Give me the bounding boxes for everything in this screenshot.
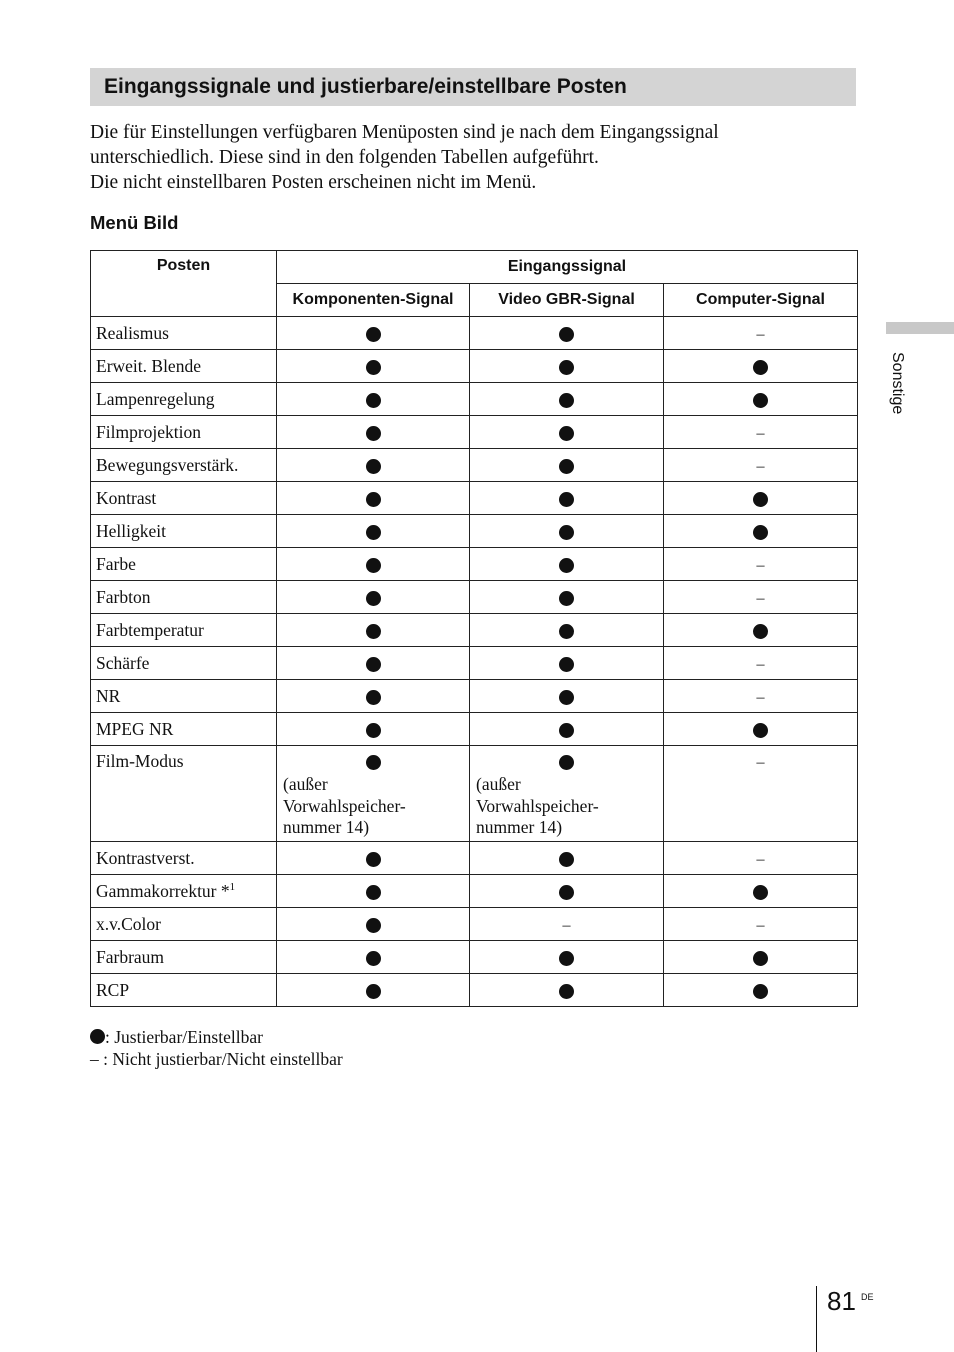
filled-dot-icon bbox=[559, 657, 574, 672]
row-name bbox=[91, 581, 277, 614]
row-value-cell bbox=[277, 680, 470, 713]
table-row bbox=[91, 350, 858, 383]
filled-dot-icon bbox=[366, 723, 381, 738]
filled-dot-icon bbox=[753, 360, 768, 375]
footnote-marker: 1 bbox=[229, 880, 236, 893]
filled-dot-icon bbox=[559, 723, 574, 738]
section-title: Eingangssignale und justierbare/einstellbare Posten bbox=[104, 75, 627, 98]
cell-mark bbox=[277, 488, 469, 509]
cell-mark bbox=[277, 587, 469, 608]
row-name-text: Farbton bbox=[96, 586, 151, 607]
cell-mark bbox=[277, 686, 469, 707]
cell-mark bbox=[470, 914, 663, 935]
row-value-cell bbox=[664, 680, 858, 713]
cell-note-line: (außer bbox=[283, 774, 328, 794]
dash-mark: – bbox=[562, 916, 571, 934]
cell-mark bbox=[470, 521, 663, 542]
row-value-cell bbox=[277, 449, 470, 482]
row-value-cell bbox=[470, 875, 664, 908]
table-row bbox=[91, 515, 858, 548]
cell-mark bbox=[470, 848, 663, 869]
row-value-cell bbox=[664, 908, 858, 941]
cell-mark bbox=[277, 719, 469, 740]
filled-dot-icon bbox=[366, 360, 381, 375]
intro-text bbox=[90, 120, 860, 195]
filled-dot-icon bbox=[559, 426, 574, 441]
table-row bbox=[91, 746, 858, 842]
row-value-cell bbox=[277, 875, 470, 908]
row-name bbox=[91, 680, 277, 713]
row-value-cell bbox=[664, 842, 858, 875]
cell-mark bbox=[470, 587, 663, 608]
dash-mark: – bbox=[756, 424, 765, 442]
legend-dot-text: : Justierbar/Einstellbar bbox=[105, 1027, 263, 1047]
table-row bbox=[91, 482, 858, 515]
row-value-cell bbox=[277, 350, 470, 383]
cell-note bbox=[470, 774, 663, 839]
row-name bbox=[91, 482, 277, 515]
cell-mark bbox=[470, 488, 663, 509]
cell-mark bbox=[664, 719, 857, 740]
row-value-cell bbox=[470, 581, 664, 614]
row-name bbox=[91, 350, 277, 383]
filled-dot-icon bbox=[753, 624, 768, 639]
cell-mark bbox=[664, 653, 857, 674]
cell-mark bbox=[664, 914, 857, 935]
cell-mark bbox=[664, 881, 857, 902]
intro-line: Die für Einstellungen verfügbaren Menüposten sind je nach dem Eingangssignal bbox=[90, 122, 719, 143]
section-header-bar bbox=[90, 68, 856, 106]
cell-mark bbox=[277, 914, 469, 935]
cell-mark bbox=[664, 620, 857, 641]
cell-mark bbox=[664, 521, 857, 542]
row-value-cell bbox=[277, 383, 470, 416]
filled-dot-icon bbox=[366, 951, 381, 966]
row-name-text: Kontrast bbox=[96, 487, 157, 508]
cell-mark bbox=[470, 980, 663, 1001]
table-row bbox=[91, 647, 858, 680]
row-name-text: Schärfe bbox=[96, 652, 150, 673]
cell-mark bbox=[277, 980, 469, 1001]
row-value-cell bbox=[277, 746, 470, 842]
row-value-cell bbox=[277, 842, 470, 875]
table-row bbox=[91, 317, 858, 350]
table-row bbox=[91, 713, 858, 746]
table-row bbox=[91, 680, 858, 713]
row-name-text: NR bbox=[96, 685, 121, 706]
cell-mark bbox=[470, 422, 663, 443]
row-value-cell bbox=[277, 482, 470, 515]
filled-dot-icon bbox=[366, 885, 381, 900]
row-name bbox=[91, 875, 277, 908]
row-value-cell bbox=[470, 647, 664, 680]
dash-mark: – bbox=[756, 556, 765, 574]
row-value-cell bbox=[664, 614, 858, 647]
row-name-text: Lampenregelung bbox=[96, 388, 215, 409]
dash-mark: – bbox=[756, 916, 765, 934]
cell-mark bbox=[277, 422, 469, 443]
cell-mark bbox=[664, 980, 857, 1001]
cell-mark bbox=[277, 356, 469, 377]
row-value-cell bbox=[470, 614, 664, 647]
row-value-cell bbox=[664, 383, 858, 416]
row-value-cell bbox=[277, 416, 470, 449]
cell-mark bbox=[470, 455, 663, 476]
row-value-cell bbox=[277, 317, 470, 350]
cell-mark bbox=[664, 848, 857, 869]
filled-dot-icon bbox=[559, 755, 574, 770]
row-name-text: Filmprojektion bbox=[96, 421, 201, 442]
filled-dot-icon bbox=[753, 951, 768, 966]
row-value-cell bbox=[470, 680, 664, 713]
row-name-text: Gammakorrektur * bbox=[96, 880, 230, 901]
dash-mark: – bbox=[756, 589, 765, 607]
row-name bbox=[91, 713, 277, 746]
table-row bbox=[91, 416, 858, 449]
page-number-rule bbox=[816, 1286, 817, 1352]
row-name-text: Film-Modus bbox=[96, 751, 184, 771]
row-name bbox=[91, 746, 277, 842]
cell-mark bbox=[470, 554, 663, 575]
row-value-cell bbox=[470, 746, 664, 842]
cell-mark bbox=[664, 751, 857, 772]
row-value-cell bbox=[277, 515, 470, 548]
row-name bbox=[91, 647, 277, 680]
cell-mark bbox=[470, 686, 663, 707]
row-name-text: Farbraum bbox=[96, 946, 165, 967]
filled-dot-icon bbox=[559, 951, 574, 966]
table-row bbox=[91, 974, 858, 1007]
header-posten: Posten bbox=[91, 251, 277, 317]
row-value-cell bbox=[470, 416, 664, 449]
legend bbox=[90, 1026, 343, 1070]
filled-dot-icon bbox=[753, 525, 768, 540]
cell-mark bbox=[277, 554, 469, 575]
row-name bbox=[91, 842, 277, 875]
row-name bbox=[91, 515, 277, 548]
row-value-cell bbox=[664, 416, 858, 449]
row-value-cell bbox=[664, 875, 858, 908]
row-name-text: Erweit. Blende bbox=[96, 355, 201, 376]
row-value-cell bbox=[277, 713, 470, 746]
row-value-cell bbox=[664, 974, 858, 1007]
cell-note bbox=[277, 774, 469, 839]
cell-mark bbox=[664, 947, 857, 968]
filled-dot-icon bbox=[366, 525, 381, 540]
legend-dot-line bbox=[90, 1026, 343, 1048]
row-name bbox=[91, 908, 277, 941]
filled-dot-icon bbox=[559, 690, 574, 705]
row-name bbox=[91, 416, 277, 449]
cell-note-line: nummer 14) bbox=[283, 817, 370, 837]
row-name bbox=[91, 941, 277, 974]
dash-mark: – bbox=[756, 655, 765, 673]
filled-dot-icon bbox=[559, 360, 574, 375]
row-value-cell bbox=[470, 908, 664, 941]
header-komponenten: Komponenten-Signal bbox=[277, 284, 470, 317]
table-row bbox=[91, 449, 858, 482]
row-name-text: Farbtemperatur bbox=[96, 619, 204, 640]
row-name-text: Realismus bbox=[96, 322, 169, 343]
filled-dot-icon bbox=[90, 1029, 105, 1044]
cell-mark bbox=[277, 751, 469, 772]
filled-dot-icon bbox=[559, 459, 574, 474]
row-value-cell bbox=[470, 449, 664, 482]
table-row bbox=[91, 581, 858, 614]
cell-mark bbox=[277, 323, 469, 344]
filled-dot-icon bbox=[366, 657, 381, 672]
table-row bbox=[91, 875, 858, 908]
menu-subheading: Menü Bild bbox=[90, 212, 179, 233]
cell-mark bbox=[664, 488, 857, 509]
cell-note-line: nummer 14) bbox=[476, 817, 563, 837]
dash-mark: – bbox=[756, 325, 765, 343]
row-value-cell bbox=[664, 713, 858, 746]
side-chapter-label: Sonstige bbox=[889, 352, 906, 415]
cell-mark bbox=[470, 620, 663, 641]
cell-mark bbox=[470, 653, 663, 674]
filled-dot-icon bbox=[366, 393, 381, 408]
filled-dot-icon bbox=[559, 591, 574, 606]
dash-mark: – bbox=[756, 754, 765, 771]
cell-mark bbox=[277, 848, 469, 869]
row-name bbox=[91, 317, 277, 350]
filled-dot-icon bbox=[559, 525, 574, 540]
row-value-cell bbox=[277, 647, 470, 680]
row-value-cell bbox=[470, 317, 664, 350]
cell-mark bbox=[277, 881, 469, 902]
legend-dash-line: – : Nicht justierbar/Nicht einstellbar bbox=[90, 1049, 343, 1069]
row-name-text: Helligkeit bbox=[96, 520, 166, 541]
cell-mark bbox=[664, 686, 857, 707]
row-value-cell bbox=[470, 713, 664, 746]
filled-dot-icon bbox=[559, 885, 574, 900]
row-value-cell bbox=[664, 941, 858, 974]
cell-mark bbox=[470, 719, 663, 740]
dash-mark: – bbox=[756, 850, 765, 868]
filled-dot-icon bbox=[366, 624, 381, 639]
dash-mark: – bbox=[756, 688, 765, 706]
row-value-cell bbox=[277, 581, 470, 614]
row-value-cell bbox=[277, 548, 470, 581]
cell-mark bbox=[664, 356, 857, 377]
row-value-cell bbox=[664, 581, 858, 614]
cell-mark bbox=[470, 356, 663, 377]
intro-line: Die nicht einstellbaren Posten erscheinen nicht im Menü. bbox=[90, 172, 537, 193]
cell-mark bbox=[664, 323, 857, 344]
row-value-cell bbox=[277, 941, 470, 974]
cell-mark bbox=[277, 653, 469, 674]
dash-mark: – bbox=[756, 457, 765, 475]
cell-mark bbox=[470, 947, 663, 968]
row-value-cell bbox=[664, 548, 858, 581]
row-value-cell bbox=[470, 383, 664, 416]
row-value-cell bbox=[664, 317, 858, 350]
cell-note-line: (außer bbox=[476, 774, 521, 794]
filled-dot-icon bbox=[559, 558, 574, 573]
filled-dot-icon bbox=[753, 723, 768, 738]
filled-dot-icon bbox=[753, 393, 768, 408]
row-name bbox=[91, 974, 277, 1007]
row-name bbox=[91, 449, 277, 482]
row-name bbox=[91, 614, 277, 647]
filled-dot-icon bbox=[559, 624, 574, 639]
row-value-cell bbox=[664, 482, 858, 515]
filled-dot-icon bbox=[753, 885, 768, 900]
table-row bbox=[91, 908, 858, 941]
filled-dot-icon bbox=[559, 327, 574, 342]
cell-mark bbox=[470, 323, 663, 344]
row-value-cell bbox=[664, 449, 858, 482]
row-value-cell bbox=[470, 350, 664, 383]
menu-bild-table bbox=[90, 250, 858, 1007]
row-name-text: RCP bbox=[96, 979, 130, 1000]
filled-dot-icon bbox=[753, 492, 768, 507]
side-tab-marker bbox=[886, 322, 954, 334]
cell-mark bbox=[277, 455, 469, 476]
row-value-cell bbox=[664, 515, 858, 548]
filled-dot-icon bbox=[366, 852, 381, 867]
cell-mark bbox=[277, 521, 469, 542]
cell-note-line: Vorwahlspeicher- bbox=[476, 795, 599, 816]
cell-mark bbox=[277, 620, 469, 641]
cell-mark bbox=[664, 587, 857, 608]
cell-note-line: Vorwahlspeicher- bbox=[283, 795, 406, 816]
table-row bbox=[91, 614, 858, 647]
cell-mark bbox=[470, 389, 663, 410]
filled-dot-icon bbox=[366, 591, 381, 606]
cell-mark bbox=[664, 422, 857, 443]
row-value-cell bbox=[470, 842, 664, 875]
cell-mark bbox=[277, 389, 469, 410]
filled-dot-icon bbox=[366, 984, 381, 999]
row-name bbox=[91, 548, 277, 581]
cell-mark bbox=[277, 947, 469, 968]
row-value-cell bbox=[470, 515, 664, 548]
filled-dot-icon bbox=[559, 393, 574, 408]
table-row bbox=[91, 383, 858, 416]
row-value-cell bbox=[664, 647, 858, 680]
filled-dot-icon bbox=[366, 327, 381, 342]
row-value-cell bbox=[277, 908, 470, 941]
table-row bbox=[91, 941, 858, 974]
filled-dot-icon bbox=[753, 984, 768, 999]
filled-dot-icon bbox=[559, 492, 574, 507]
row-name-text: Farbe bbox=[96, 553, 136, 574]
filled-dot-icon bbox=[366, 426, 381, 441]
table-row bbox=[91, 548, 858, 581]
header-video-gbr: Video GBR-Signal bbox=[470, 284, 664, 317]
table-row bbox=[91, 842, 858, 875]
filled-dot-icon bbox=[366, 690, 381, 705]
row-value-cell bbox=[470, 548, 664, 581]
row-value-cell bbox=[470, 482, 664, 515]
row-name-text: x.v.Color bbox=[96, 913, 161, 934]
row-name-text: MPEG NR bbox=[96, 718, 174, 739]
row-name-text: Kontrastverst. bbox=[96, 847, 195, 868]
header-eingangssignal: Eingangssignal bbox=[277, 251, 858, 284]
filled-dot-icon bbox=[366, 492, 381, 507]
cell-mark bbox=[664, 389, 857, 410]
row-value-cell bbox=[664, 746, 858, 842]
row-value-cell bbox=[470, 941, 664, 974]
cell-mark bbox=[470, 751, 663, 772]
header-computer: Computer-Signal bbox=[664, 284, 858, 317]
row-name-text: Bewegungsverstärk. bbox=[96, 454, 239, 475]
cell-mark bbox=[664, 554, 857, 575]
row-value-cell bbox=[664, 350, 858, 383]
row-value-cell bbox=[277, 614, 470, 647]
filled-dot-icon bbox=[559, 852, 574, 867]
page-number: 81 bbox=[827, 1286, 856, 1316]
filled-dot-icon bbox=[366, 459, 381, 474]
page-language: DE bbox=[861, 1292, 874, 1302]
cell-mark bbox=[664, 455, 857, 476]
row-value-cell bbox=[470, 974, 664, 1007]
cell-mark bbox=[470, 881, 663, 902]
table-body bbox=[91, 317, 858, 1007]
filled-dot-icon bbox=[366, 918, 381, 933]
filled-dot-icon bbox=[366, 755, 381, 770]
filled-dot-icon bbox=[559, 984, 574, 999]
row-name bbox=[91, 383, 277, 416]
filled-dot-icon bbox=[366, 558, 381, 573]
row-value-cell bbox=[277, 974, 470, 1007]
intro-line: unterschiedlich. Diese sind in den folgenden Tabellen aufgeführt. bbox=[90, 147, 599, 168]
